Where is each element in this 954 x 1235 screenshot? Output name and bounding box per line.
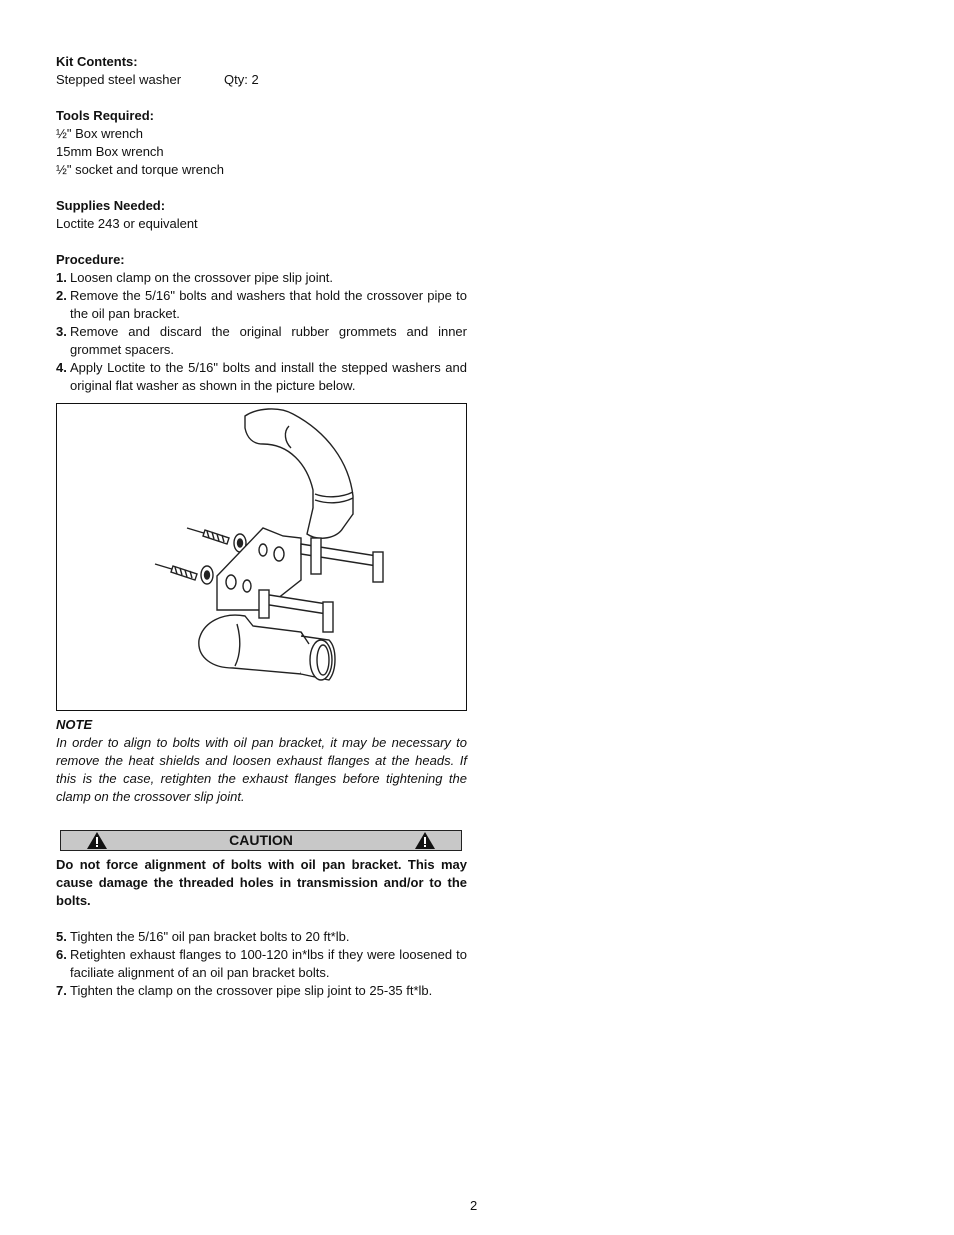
kit-contents-heading: Kit Contents: [56, 54, 138, 69]
kit-item-qty: Qty: 2 [224, 72, 259, 87]
warning-triangle-icon [415, 832, 435, 849]
step-number: 4. [56, 360, 67, 375]
tool-item: ½" Box wrench [56, 126, 143, 141]
step-text: Loosen clamp on the crossover pipe slip joint. [70, 270, 334, 285]
step-number: 5. [56, 929, 67, 944]
note-title: NOTE [56, 717, 93, 732]
page-number: 2 [470, 1198, 478, 1213]
procedure-heading: Procedure: [56, 252, 125, 267]
procedure-step [56, 323, 467, 359]
step-number: 6. [56, 947, 67, 962]
step-text: Apply Loctite to the 5/16" bolts and install the stepped washers and original flat washer as shown in the picture below. [70, 360, 467, 393]
step-number: 7. [56, 983, 67, 998]
caution-banner [60, 830, 462, 851]
step-text: Retighten exhaust flanges to 100-120 in*lbs if they were loosened to faciliate alignment of an oil pan bracket bolts. [70, 947, 467, 980]
supply-item: Loctite 243 or equivalent [56, 216, 198, 231]
procedure-step [56, 287, 467, 323]
exhaust-bracket-illustration [56, 403, 467, 711]
exhaust-pipe-diagram [57, 404, 466, 710]
step-text: Tighten the clamp on the crossover pipe slip joint to 25-35 ft*lb. [70, 983, 433, 998]
step-number: 2. [56, 288, 67, 303]
procedure-steps [56, 269, 467, 395]
tools-heading: Tools Required: [56, 108, 154, 123]
kit-item-name: Stepped steel washer [56, 72, 182, 87]
procedure-steps-continued [56, 928, 467, 1000]
caution-label: CAUTION [229, 832, 293, 848]
caution-text: Do not force alignment of bolts with oil pan bracket. This may cause damage the threaded holes in transmission and/or to the bolts. [56, 857, 467, 908]
procedure-step [56, 269, 467, 287]
step-text: Tighten the 5/16" oil pan bracket bolts to 20 ft*lb. [70, 929, 350, 944]
supplies-heading: Supplies Needed: [56, 198, 166, 213]
kit-item-row [56, 71, 467, 89]
note-block [56, 716, 467, 806]
tool-item: ½" socket and torque wrench [56, 162, 224, 177]
step-number: 3. [56, 324, 67, 339]
tool-item: 15mm Box wrench [56, 144, 164, 159]
step-text: Remove the 5/16" bolts and washers that hold the crossover pipe to the oil pan bracket. [70, 288, 467, 321]
procedure-step [56, 359, 467, 395]
procedure-step [56, 946, 467, 982]
note-text: In order to align to bolts with oil pan bracket, it may be necessary to remove the heat shields and loosen exhaust flanges at the heads. If this is the case, retighten the exhaust flanges before tightening the clamp on the crossover slip joint. [56, 735, 467, 804]
step-number: 1. [56, 270, 67, 285]
procedure-step [56, 982, 467, 1000]
procedure-step [56, 928, 467, 946]
instructions-column [56, 53, 467, 395]
step-text: Remove and discard the original rubber grommets and inner grommet spacers. [70, 324, 467, 357]
